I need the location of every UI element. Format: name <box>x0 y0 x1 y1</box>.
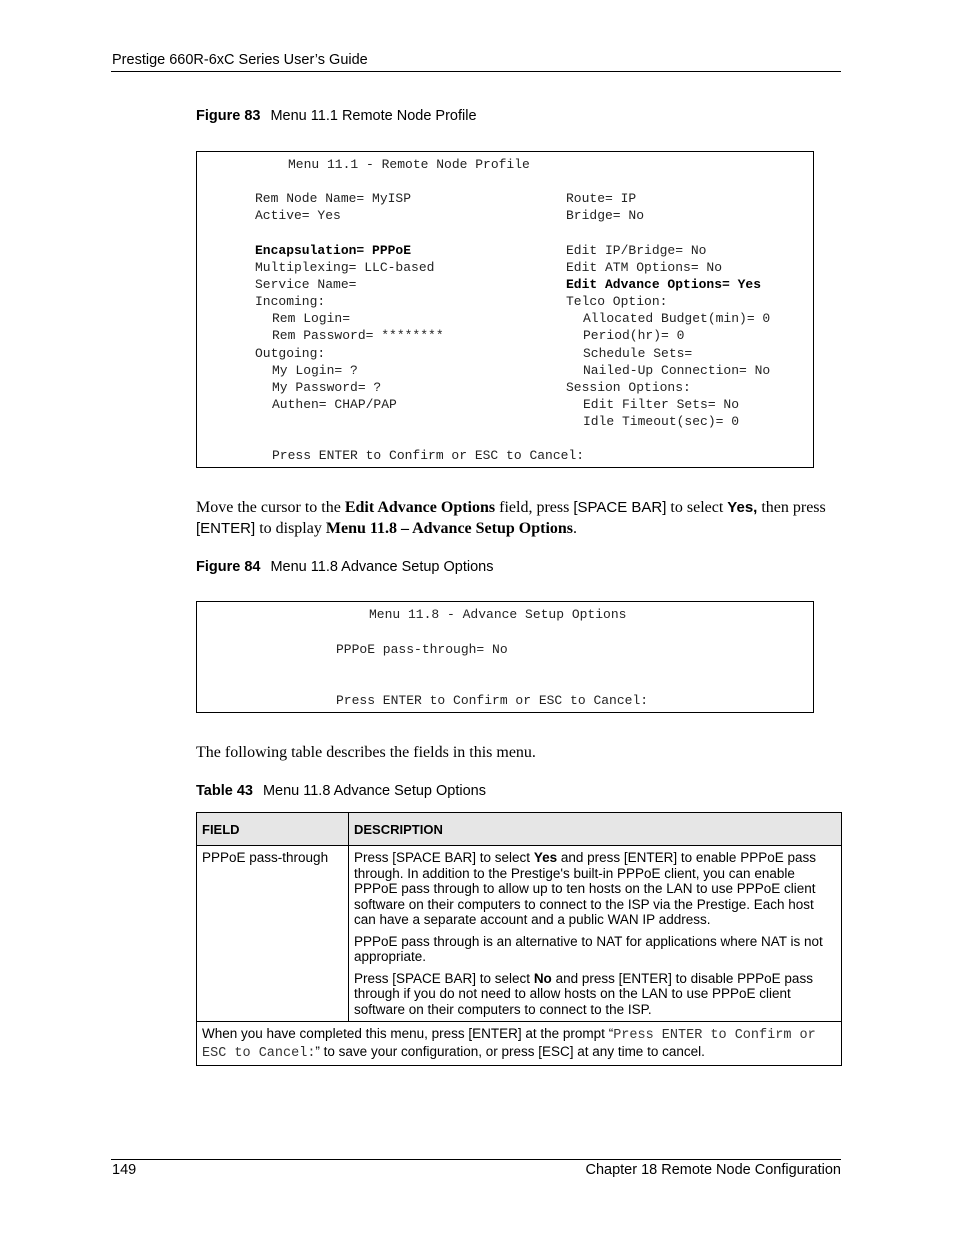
text-run: then press <box>757 499 826 516</box>
term-line: Period(hr)= 0 <box>583 328 685 343</box>
term-line: Edit ATM Options= No <box>566 260 723 275</box>
running-header-title: Prestige 660R-6xC Series User’s Guide <box>112 52 368 68</box>
term-line: Incoming: <box>255 294 326 309</box>
instruction-paragraph <box>196 497 846 539</box>
figure-84-label: Figure 84 <box>196 559 261 575</box>
figure-84-title: Menu 11.8 Advance Setup Options <box>270 559 494 575</box>
footer-rule <box>111 1159 841 1160</box>
prompt-text: Press ENTER to Confirm or ESC to Cancel: <box>202 1028 816 1061</box>
figure-83-label: Figure 83 <box>196 108 261 124</box>
header-rule <box>111 71 841 72</box>
figure-83-caption <box>196 108 477 124</box>
text-run-bold: Menu 11.8 – Advance Setup Options <box>325 520 574 537</box>
term-line: Allocated Budget(min)= 0 <box>583 311 771 326</box>
key-name: [ENTER] <box>196 520 256 537</box>
text-run: and press [ENTER] to enable PPPoE pass through. In addition to the Prestige's built-in PPPoE client, you can enable PPPoE pass through to allow up to ten hosts on the LAN to use PPPoE client software on their computers to connect to the ISP via the Prestige. Each host can have a separate account and a public WAN IP address. <box>354 850 816 927</box>
term-line: PPPoE pass-through= No <box>336 642 508 657</box>
description-cell <box>349 846 842 1022</box>
table-43-label: Table 43 <box>196 783 253 799</box>
description-paragraph <box>354 971 836 1018</box>
term-line: Idle Timeout(sec)= 0 <box>583 414 740 429</box>
term-line: Multiplexing= LLC-based <box>255 260 435 275</box>
value-name: Yes, <box>727 499 758 516</box>
text-run: to display <box>255 520 326 537</box>
figure-83-terminal-screen <box>196 151 814 468</box>
text-run: Move the cursor to the <box>196 499 345 516</box>
term-prompt: Press ENTER to Confirm or ESC to Cancel: <box>272 448 585 463</box>
footer-note-cell <box>197 1022 842 1066</box>
table-row <box>197 846 842 1022</box>
term-line: Session Options: <box>566 380 691 395</box>
field-description-table <box>196 812 842 1066</box>
term-line: Rem Node Name= MyISP <box>255 191 412 206</box>
chapter-title: Chapter 18 Remote Node Configuration <box>585 1162 841 1178</box>
term-line-encapsulation: Encapsulation= PPPoE <box>255 243 412 258</box>
text-run-bold: No <box>533 970 552 986</box>
term-line: Rem Login= <box>272 311 351 326</box>
column-header-description: DESCRIPTION <box>349 813 842 846</box>
field-name-cell: PPPoE pass-through <box>197 846 349 1022</box>
table-intro-paragraph: The following table describes the fields in this menu. <box>196 744 536 761</box>
text-run: Press [SPACE BAR] to select <box>354 970 534 986</box>
table-footer-row <box>197 1022 842 1066</box>
description-paragraph: PPPoE pass through is an alternative to NAT for applications where NAT is not appropriate. <box>354 933 823 964</box>
text-run: to select <box>666 499 728 516</box>
term-line: Service Name= <box>255 277 357 292</box>
text-run: ” to save your configuration, or press [ESC] at any time to cancel. <box>315 1043 705 1059</box>
term-prompt: Press ENTER to Confirm or ESC to Cancel: <box>336 693 649 708</box>
key-name: [SPACE BAR] <box>573 499 667 516</box>
term-line: Bridge= No <box>566 208 645 223</box>
menu-title: Menu 11.8 - Advance Setup Options <box>369 607 627 622</box>
text-run-bold: Yes <box>533 850 558 865</box>
text-run: When you have completed this menu, press [ENTER] at the prompt “ <box>202 1026 614 1041</box>
column-header-field: FIELD <box>197 813 349 846</box>
figure-83-title: Menu 11.1 Remote Node Profile <box>270 108 477 124</box>
table-header-row <box>197 813 842 846</box>
text-run: field, press <box>495 499 574 516</box>
menu-title: Menu 11.1 - Remote Node Profile <box>288 157 530 172</box>
text-run: Press [SPACE BAR] to select <box>354 850 534 865</box>
term-line: Nailed-Up Connection= No <box>583 363 771 378</box>
term-line: Active= Yes <box>255 208 341 223</box>
description-paragraph <box>354 850 836 928</box>
text-run-bold: Edit Advance Options <box>344 499 496 516</box>
term-line: Edit IP/Bridge= No <box>566 243 707 258</box>
text-run: . <box>573 520 578 537</box>
table-43-title: Menu 11.8 Advance Setup Options <box>262 783 486 799</box>
term-line: Authen= CHAP/PAP <box>272 397 397 412</box>
figure-84-terminal-screen <box>196 601 814 713</box>
term-line: Route= IP <box>566 191 637 206</box>
term-line: Schedule Sets= <box>583 346 693 361</box>
page-number: 149 <box>112 1162 137 1178</box>
term-line: Edit Filter Sets= No <box>583 397 740 412</box>
term-line-edit-advance-options: Edit Advance Options= Yes <box>566 277 762 292</box>
term-line: My Login= ? <box>272 363 358 378</box>
figure-84-caption <box>196 559 494 575</box>
term-line: Outgoing: <box>255 346 326 361</box>
table-43-caption <box>196 783 486 799</box>
text-run: and press [ENTER] to disable PPPoE pass through if you do not need to allow hosts on the LAN to use PPPoE client software on their computers to connect to the ISP. <box>354 970 813 1017</box>
term-line: Telco Option: <box>566 294 668 309</box>
term-line: My Password= ? <box>272 380 382 395</box>
term-line: Rem Password= ******** <box>272 328 444 343</box>
